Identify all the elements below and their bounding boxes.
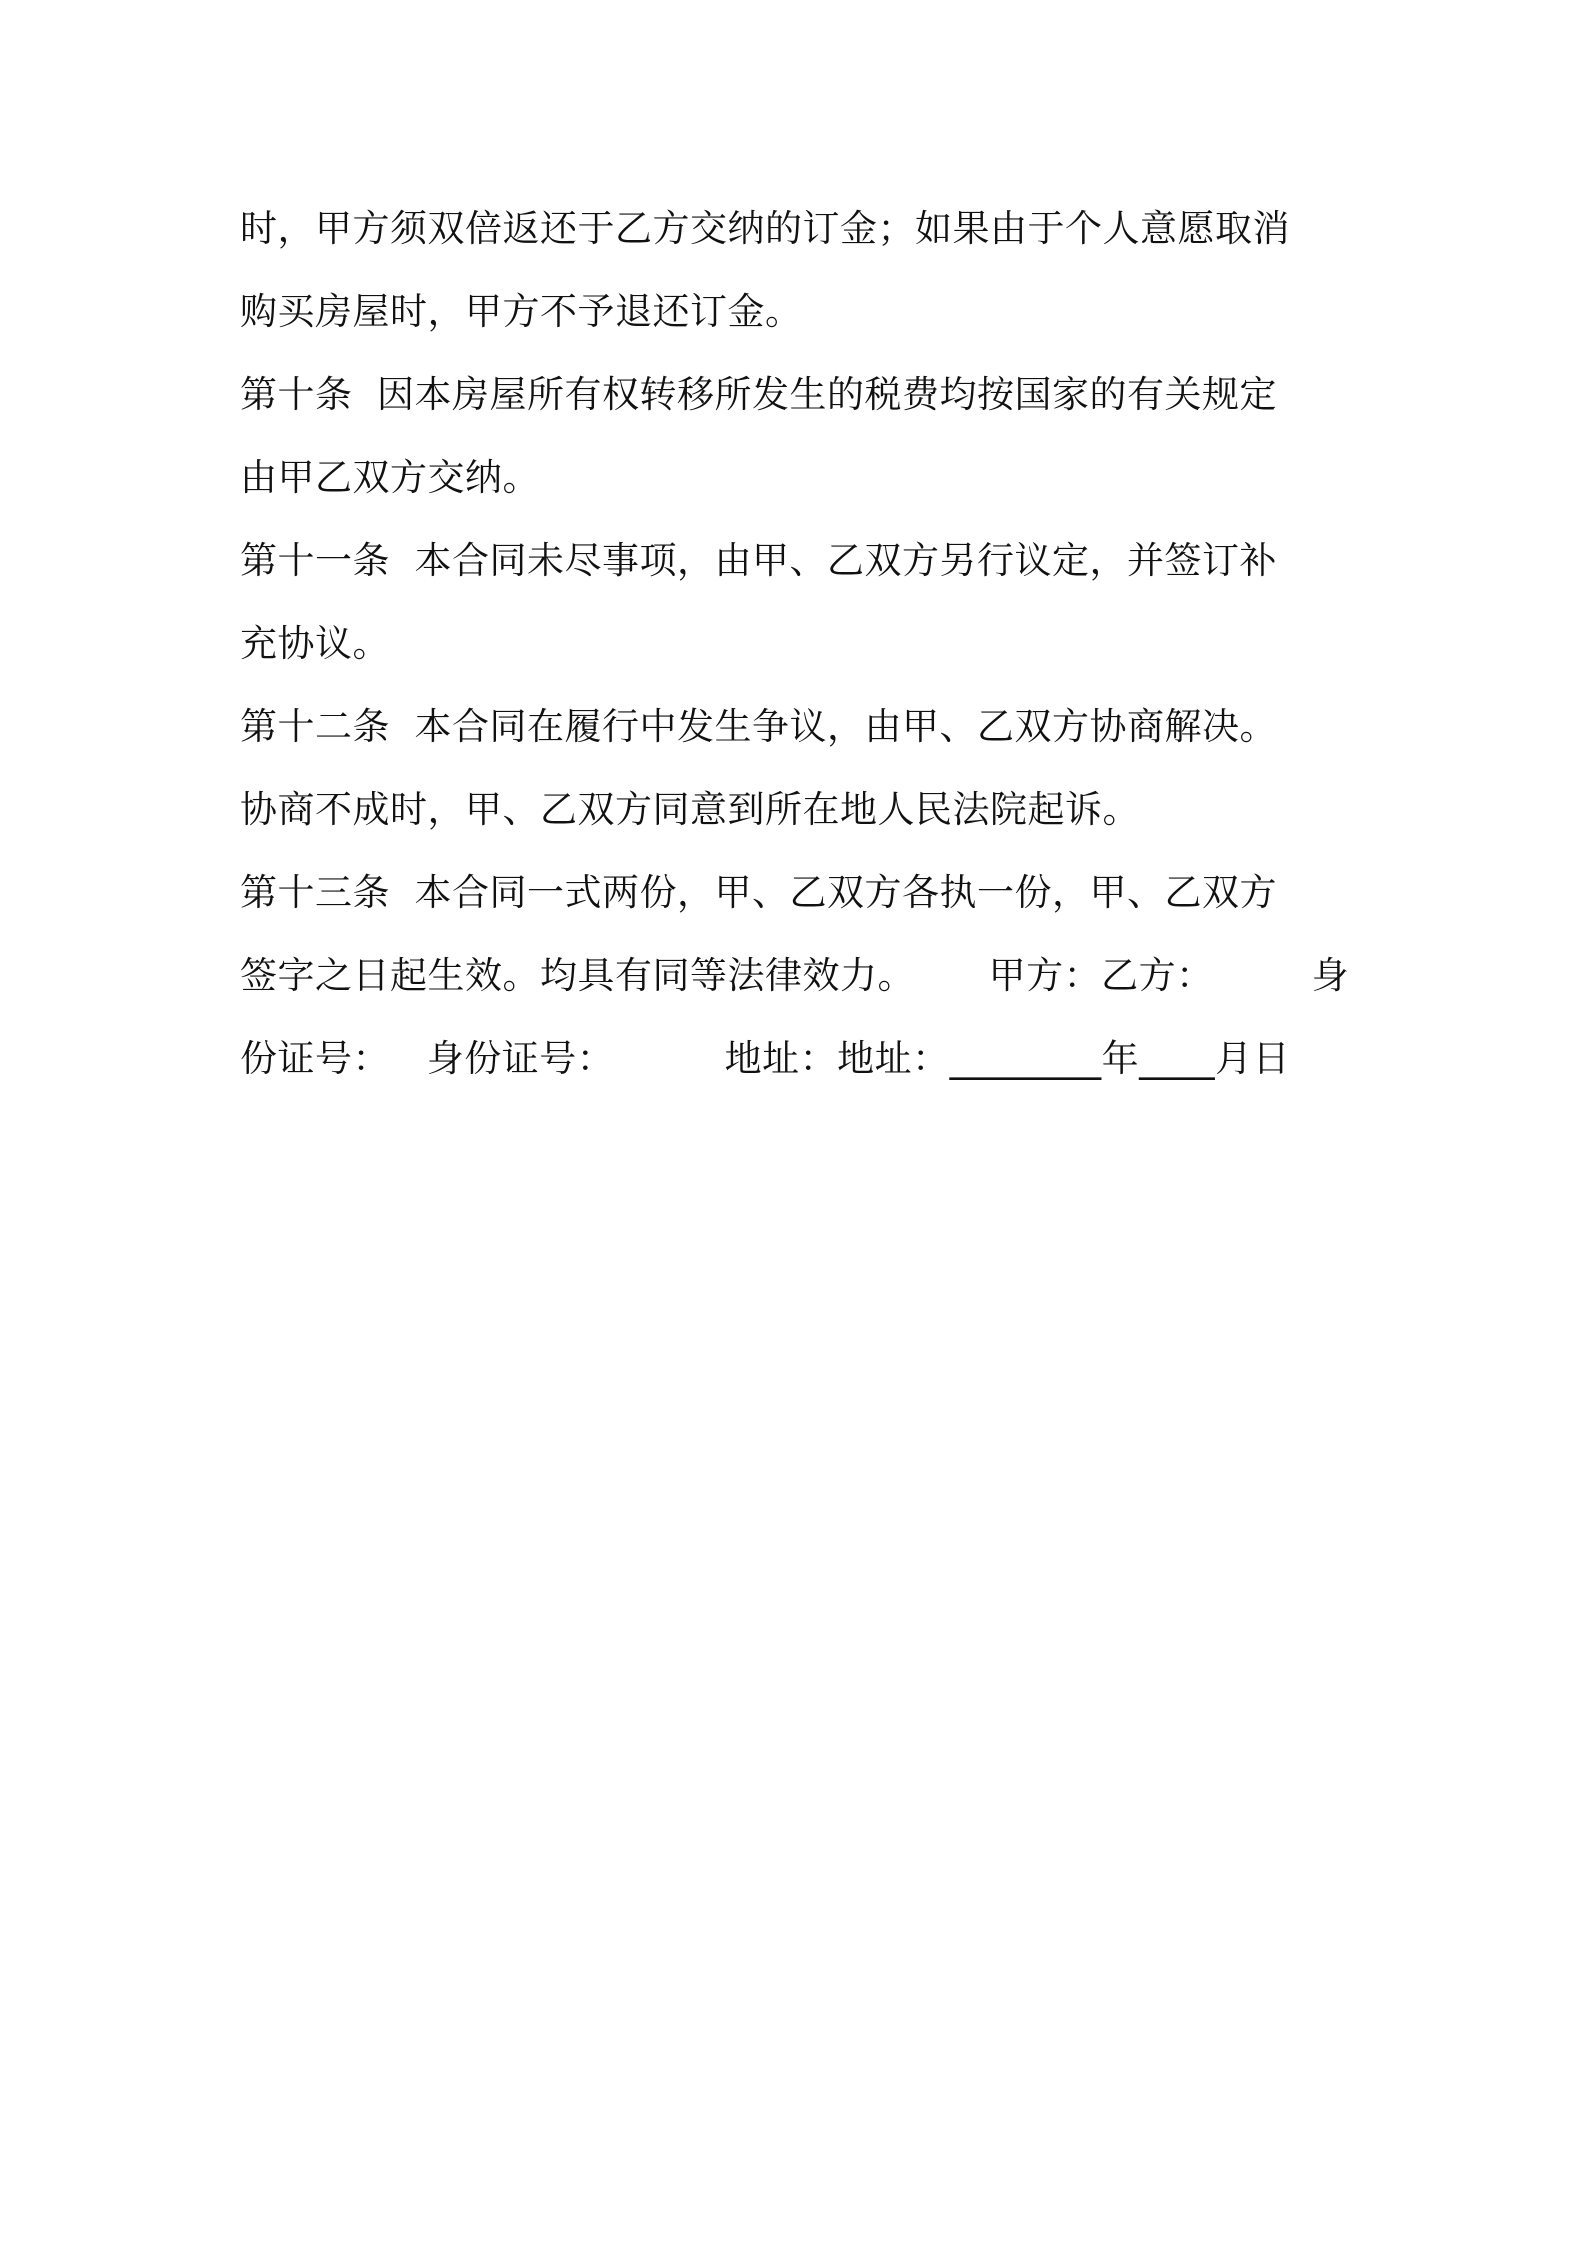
signature-line: 签字之日起生效。均具有同等法律效力。 甲方：乙方： 身 [240, 954, 1350, 997]
signature-details-line: 份证号： 身份证号： 地址：地址：________年____月日 [240, 1037, 1291, 1080]
text-line: 协商不成时，甲、乙双方同意到所在地人民法院起诉。 [240, 788, 1140, 831]
text-line: 时，甲方须双倍返还于乙方交纳的订金；如果由于个人意愿取消 [240, 207, 1290, 250]
article-11-line: 第十一条 本合同未尽事项，由甲、乙双方另行议定，并签订补 [240, 539, 1278, 582]
text-line: 购买房屋时，甲方不予退还订金。 [240, 290, 803, 333]
article-10-line: 第十条 因本房屋所有权转移所发生的税费均按国家的有关规定 [240, 373, 1278, 416]
text-line: 充协议。 [240, 622, 390, 665]
article-13-line: 第十三条 本合同一式两份，甲、乙双方各执一份，甲、乙双方 [240, 871, 1278, 914]
text-line: 由甲乙双方交纳。 [240, 456, 540, 499]
article-12-line: 第十二条 本合同在履行中发生争议，由甲、乙双方协商解决。 [240, 705, 1278, 748]
